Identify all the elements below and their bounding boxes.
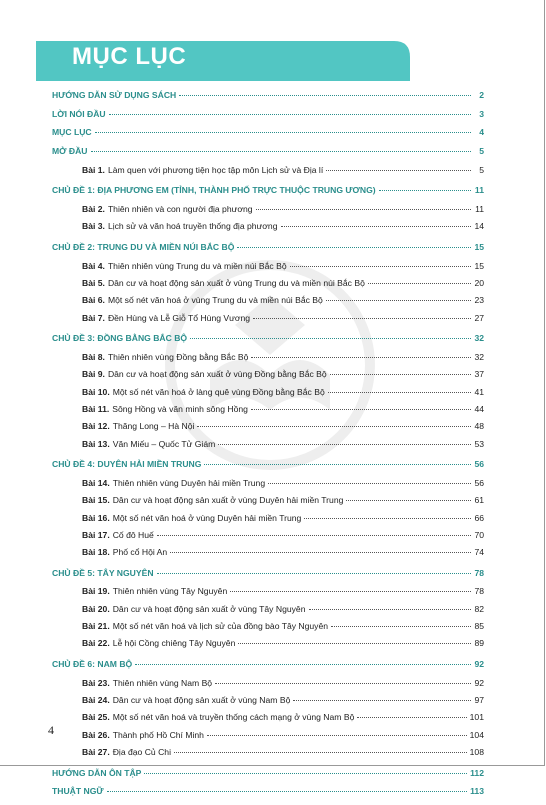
lesson-entry[interactable] — [52, 221, 484, 238]
lesson-number: Bài 18. — [82, 547, 110, 558]
chapter-heading[interactable] — [52, 185, 484, 202]
lesson-entry[interactable] — [52, 712, 484, 729]
entry-page: 92 — [474, 659, 484, 670]
lesson-page: 53 — [474, 438, 484, 449]
lesson-page: 15 — [474, 260, 484, 271]
entry-page: 11 — [474, 185, 484, 196]
lesson-title: Lịch sử và văn hoá truyền thống địa phương — [107, 221, 278, 232]
lesson-title: Dân cư và hoạt động sản xuất ở vùng Đồng bằng Bắc Bộ — [107, 369, 327, 380]
dot-leader — [230, 591, 471, 592]
lesson-page: 108 — [469, 746, 484, 757]
lesson-number: Bài 13. — [82, 438, 110, 449]
lesson-title: Thiên nhiên vùng Nam Bộ — [112, 677, 213, 688]
lesson-entry[interactable] — [52, 352, 484, 369]
dot-leader — [237, 247, 471, 248]
dot-leader — [326, 300, 471, 301]
lesson-page: 74 — [474, 547, 484, 558]
dot-leader — [357, 717, 466, 718]
lesson-entry[interactable] — [52, 495, 484, 512]
lesson-number: Bài 3. — [82, 221, 105, 232]
chapter-heading[interactable] — [52, 568, 484, 585]
lesson-number: Bài 12. — [82, 421, 110, 432]
entry-title: HƯỚNG DẪN ÔN TẬP — [52, 767, 142, 778]
entry-title: CHỦ ĐỀ 3: ĐỒNG BẰNG BẮC BỘ — [52, 333, 188, 344]
table-of-contents — [52, 90, 484, 805]
lesson-number: Bài 26. — [82, 729, 110, 740]
entry-page: 56 — [474, 459, 484, 470]
dot-leader — [256, 209, 471, 210]
lesson-entry[interactable] — [52, 369, 484, 386]
entry-page: 32 — [474, 333, 484, 344]
entry-page: 3 — [479, 108, 484, 119]
lesson-entry[interactable] — [52, 404, 484, 421]
lesson-number: Bài 1. — [82, 164, 105, 175]
lesson-entry[interactable] — [52, 747, 484, 764]
dot-leader — [107, 791, 468, 792]
lesson-page: 97 — [474, 695, 484, 706]
lesson-page: 66 — [474, 512, 484, 523]
lesson-page: 11 — [475, 204, 484, 215]
lesson-title: Một số nét văn hoá và lịch sử của đồng bào Tây Nguyên — [112, 621, 329, 632]
lesson-page: 70 — [474, 529, 484, 540]
lesson-page: 32 — [474, 352, 484, 363]
entry-page: 2 — [479, 90, 484, 100]
lesson-page: 61 — [474, 495, 484, 506]
entry-page: 113 — [470, 786, 484, 797]
dot-leader — [190, 338, 471, 339]
dot-leader — [251, 409, 471, 410]
dot-leader — [179, 95, 471, 96]
lesson-entry[interactable] — [52, 695, 484, 712]
lesson-entry[interactable] — [52, 439, 484, 456]
entry-page: 4 — [479, 127, 484, 138]
lesson-entry[interactable] — [52, 387, 484, 404]
dot-leader — [326, 170, 471, 171]
lesson-number: Bài 16. — [82, 512, 110, 523]
lesson-page: 41 — [474, 386, 484, 397]
lesson-title: Một số nét văn hoá ở làng quê vùng Đồng bằng Bắc Bộ — [112, 386, 325, 397]
dot-leader — [281, 226, 472, 227]
dot-leader — [135, 664, 471, 665]
lesson-entry[interactable] — [52, 586, 484, 603]
front-matter-entry[interactable] — [52, 109, 484, 126]
entry-title: CHỦ ĐỀ 6: NAM BỘ — [52, 659, 133, 670]
entry-page: 112 — [470, 767, 484, 778]
lesson-entry[interactable] — [52, 678, 484, 695]
entry-title: HƯỚNG DẪN SỬ DỤNG SÁCH — [52, 90, 177, 100]
lesson-page: 5 — [479, 164, 484, 175]
lesson-page: 92 — [474, 677, 484, 688]
dot-leader — [157, 535, 471, 536]
dot-leader — [170, 552, 471, 553]
lesson-page: 48 — [474, 421, 484, 432]
dot-leader — [328, 392, 471, 393]
lesson-number: Bài 14. — [82, 477, 110, 488]
entry-title: MỞ ĐẦU — [52, 146, 88, 157]
lesson-entry[interactable] — [52, 547, 484, 564]
dot-leader — [238, 643, 471, 644]
page-number: 4 — [48, 723, 54, 737]
lesson-title: Thành phố Hồ Chí Minh — [112, 729, 204, 740]
lesson-title: Thiên nhiên vùng Tây Nguyên — [112, 586, 228, 597]
dot-leader — [304, 518, 471, 519]
lesson-number: Bài 27. — [82, 746, 110, 757]
lesson-entry[interactable] — [52, 313, 484, 330]
lesson-number: Bài 8. — [82, 352, 105, 363]
lesson-title: Thiên nhiên và con người địa phương — [107, 204, 253, 215]
lesson-page: 85 — [474, 621, 484, 632]
entry-title: CHỦ ĐỀ 2: TRUNG DU VÀ MIỀN NÚI BẮC BỘ — [52, 242, 235, 253]
lesson-title: Thiên nhiên vùng Trung du và miền núi Bắc Bộ — [107, 260, 287, 271]
dot-leader — [218, 444, 471, 445]
lesson-page: 23 — [474, 295, 484, 306]
chapter-heading[interactable] — [52, 242, 484, 259]
lesson-page: 104 — [469, 729, 484, 740]
lesson-title: Một số nét văn hoá ở vùng Trung du và miền núi Bắc Bộ — [107, 295, 323, 306]
lesson-number: Bài 5. — [82, 278, 105, 289]
lesson-number: Bài 4. — [82, 260, 105, 271]
lesson-page: 89 — [474, 638, 484, 649]
lesson-number: Bài 10. — [82, 386, 110, 397]
lesson-entry[interactable] — [52, 638, 484, 655]
lesson-page: 78 — [474, 586, 484, 597]
lesson-entry[interactable] — [52, 165, 484, 182]
chapter-heading[interactable] — [52, 333, 484, 350]
entry-title: CHỦ ĐỀ 4: DUYÊN HẢI MIỀN TRUNG — [52, 459, 202, 470]
dot-leader — [144, 773, 467, 774]
lesson-title: Một số nét văn hoá và truyền thống cách mạng ở vùng Nam Bộ — [112, 712, 355, 723]
lesson-number: Bài 21. — [82, 621, 110, 632]
lesson-entry[interactable] — [52, 295, 484, 312]
chapter-heading[interactable] — [52, 659, 484, 676]
lesson-number: Bài 25. — [82, 712, 110, 723]
dot-leader — [346, 500, 471, 501]
lesson-title: Dân cư và hoạt động sản xuất ở vùng Nam Bộ — [112, 695, 291, 706]
lesson-entry[interactable] — [52, 278, 484, 295]
lesson-page: 56 — [474, 477, 484, 488]
front-matter-entry[interactable] — [52, 146, 484, 163]
back-matter-entry[interactable] — [52, 768, 484, 785]
lesson-title: Văn Miếu – Quốc Tử Giám — [112, 438, 216, 449]
lesson-entry[interactable] — [52, 530, 484, 547]
dot-leader — [268, 483, 471, 484]
lesson-title: Thiên nhiên vùng Duyên hải miền Trung — [112, 477, 266, 488]
entry-title: LỜI NÓI ĐẦU — [52, 108, 106, 119]
dot-leader — [109, 114, 471, 115]
lesson-page: 14 — [474, 221, 484, 232]
lesson-entry[interactable] — [52, 421, 484, 438]
entry-page: 15 — [474, 242, 484, 253]
entry-title: CHỦ ĐỀ 1: ĐỊA PHƯƠNG EM (TỈNH, THÀNH PHỐ TRỰC THUỘC TRUNG ƯƠNG) — [52, 185, 376, 196]
lesson-title: Dân cư và hoạt động sản xuất ở vùng Tây Nguyên — [112, 603, 306, 614]
lesson-title: Dân cư và hoạt động sản xuất ở vùng Duyên hải miền Trung — [112, 495, 344, 506]
dot-leader — [331, 626, 471, 627]
lesson-entry[interactable] — [52, 513, 484, 530]
lesson-page: 44 — [474, 403, 484, 414]
chapter-heading[interactable] — [52, 459, 484, 476]
entry-page: 5 — [479, 146, 484, 157]
lesson-title: Sông Hồng và văn minh sông Hồng — [112, 403, 248, 414]
dot-leader — [379, 190, 471, 191]
lesson-number: Bài 6. — [82, 295, 105, 306]
lesson-entry[interactable] — [52, 478, 484, 495]
dot-leader — [368, 283, 471, 284]
dot-leader — [95, 132, 471, 133]
dot-leader — [174, 752, 467, 753]
lesson-entry[interactable] — [52, 730, 484, 747]
dot-leader — [309, 609, 472, 610]
lesson-entry[interactable] — [52, 604, 484, 621]
entry-title: MỤC LỤC — [52, 127, 92, 138]
dot-leader — [215, 683, 471, 684]
lesson-number: Bài 2. — [82, 204, 105, 215]
lesson-title: Đền Hùng và Lễ Giỗ Tổ Hùng Vương — [107, 312, 251, 323]
lesson-page: 101 — [469, 712, 484, 723]
lesson-entry[interactable] — [52, 621, 484, 638]
entry-title: THUẬT NGỮ — [52, 786, 104, 797]
lesson-title: Làm quen với phương tiện học tập môn Lịch sử và Địa lí — [107, 164, 324, 175]
back-matter-entry[interactable] — [52, 786, 484, 803]
lesson-number: Bài 11. — [82, 403, 110, 414]
lesson-number: Bài 24. — [82, 695, 110, 706]
dot-leader — [204, 464, 471, 465]
lesson-number: Bài 23. — [82, 677, 110, 688]
dot-leader — [91, 151, 472, 152]
dot-leader — [251, 357, 471, 358]
lesson-entry[interactable] — [52, 204, 484, 221]
dot-leader — [157, 573, 471, 574]
dot-leader — [290, 266, 471, 267]
entry-page: 78 — [474, 567, 484, 578]
lesson-title: Dân cư và hoạt động sản xuất ở vùng Trung du và miền núi Bắc Bộ — [107, 278, 365, 289]
lesson-page: 82 — [474, 603, 484, 614]
lesson-page: 27 — [474, 312, 484, 323]
lesson-number: Bài 20. — [82, 603, 110, 614]
dot-leader — [197, 426, 471, 427]
lesson-title: Địa đạo Củ Chi — [112, 746, 171, 757]
lesson-title: Phố cổ Hội An — [112, 547, 168, 558]
lesson-title: Cố đô Huế — [112, 529, 154, 540]
lesson-number: Bài 22. — [82, 638, 110, 649]
dot-leader — [293, 700, 471, 701]
page-title: MỤC LỤC — [72, 43, 187, 70]
header-banner — [36, 41, 410, 81]
lesson-number: Bài 15. — [82, 495, 110, 506]
lesson-number: Bài 19. — [82, 586, 110, 597]
dot-leader — [207, 735, 467, 736]
dot-leader — [253, 318, 471, 319]
lesson-entry[interactable] — [52, 261, 484, 278]
front-matter-entry[interactable] — [52, 90, 484, 107]
dot-leader — [330, 374, 471, 375]
lesson-number: Bài 17. — [82, 529, 110, 540]
lesson-title: Một số nét văn hoá ở vùng Duyên hải miền Trung — [112, 512, 302, 523]
lesson-number: Bài 9. — [82, 369, 105, 380]
front-matter-entry[interactable] — [52, 127, 484, 144]
entry-title: CHỦ ĐỀ 5: TÂY NGUYÊN — [52, 567, 154, 578]
lesson-title: Thiên nhiên vùng Đồng bằng Bắc Bộ — [107, 352, 249, 363]
lesson-page: 20 — [474, 278, 484, 289]
lesson-number: Bài 7. — [82, 312, 105, 323]
lesson-page: 37 — [474, 369, 484, 380]
lesson-title: Thăng Long – Hà Nội — [112, 421, 195, 432]
lesson-title: Lễ hội Cồng chiêng Tây Nguyên — [112, 638, 236, 649]
